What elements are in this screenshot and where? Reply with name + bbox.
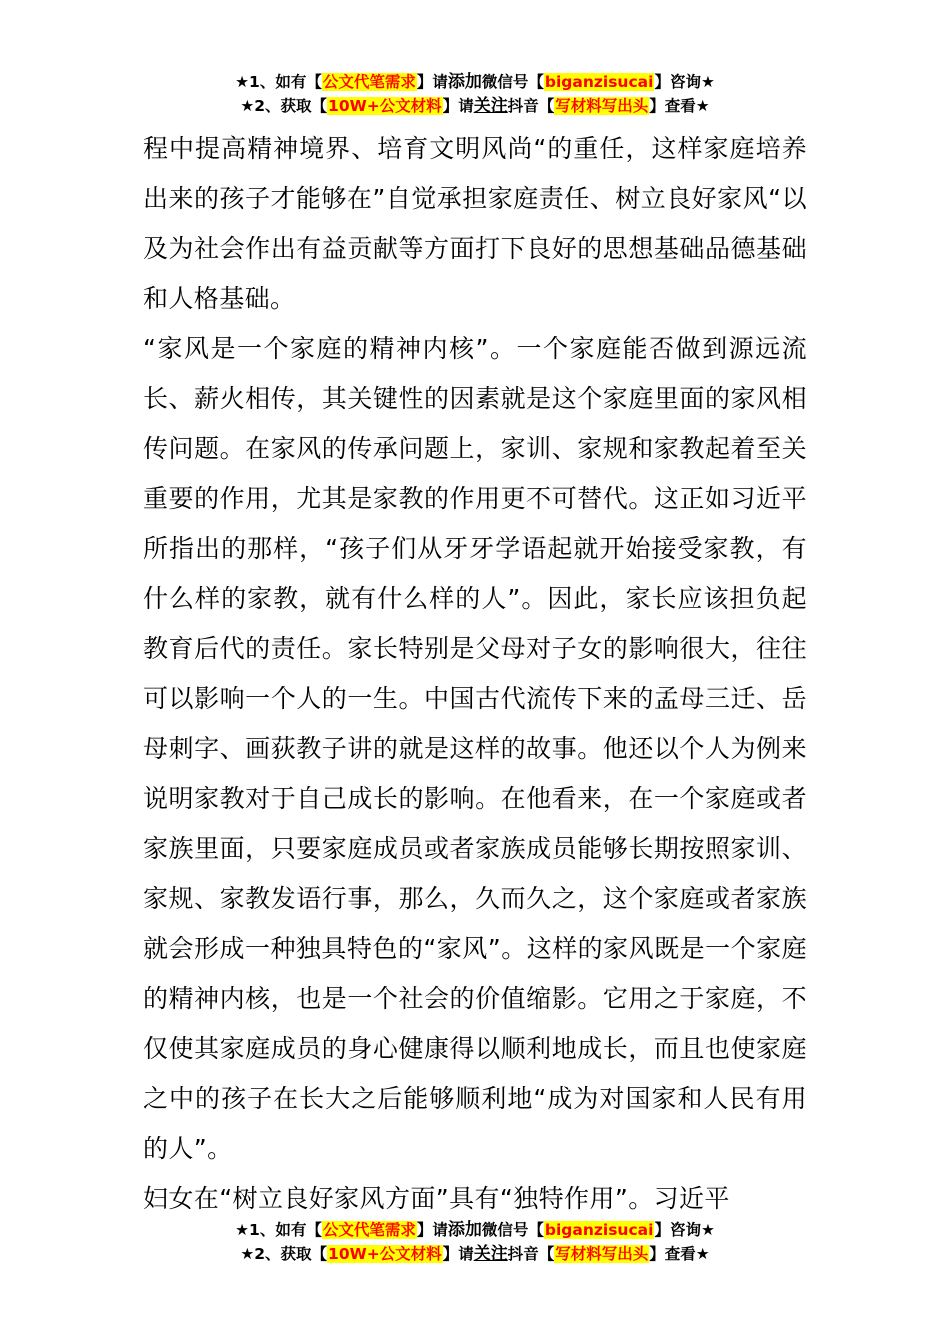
paragraph-1: 程中提高精神境界、培育文明风尚“的重任，这样家庭培养出来的孩子才能够在”自觉承担家庭责任、树立良好家风“以及为社会作出有益贡献等方面打下良好的思想基础品德基础和人格基础。: [143, 134, 807, 313]
highlight-douyin: 写材料写出头: [555, 1245, 649, 1263]
footer-banner-line-2: ★2、获取【10W+公文材料】请关注抖音【写材料写出头】查看★: [240, 1244, 710, 1264]
highlight-ghostwriting: 公文代笔需求: [322, 1221, 416, 1239]
highlight-wechat-id: biganzisucai: [544, 1221, 654, 1239]
highlight-materials: 10W+公文材料: [328, 97, 442, 115]
header-banner: [0, 70, 950, 118]
footer-banner: [0, 1218, 950, 1266]
header-banner-line-1: ★1、如有【公文代笔需求】请添加微信号【biganzisucai】咨询★: [235, 72, 715, 92]
document-body: [143, 124, 807, 1224]
paragraph-2: “家风是一个家庭的精神内核”。一个家庭能否做到源远流长、薪火相传，其关键性的因素就是这个家庭里面的家风相传问题。在家风的传承问题上，家训、家规和家教起着至关重要的作用，尤其是家教的作用更不可替代。这正如习近平所指出的那样，“孩子们从牙牙学语起就开始接受家教，有什么样的家教，就有什么样的人”。因此，家长应该担负起教育后代的责任。家长特别是父母对子女的影响很大，往往可以影响一个人的一生。中国古代流传下来的孟母三迁、岳母刺字、画荻教子讲的就是这样的故事。他还以个人为例来说明家教对于自己成长的影响。在他看来，在一个家庭或者家族里面，只要家庭成员或者家族成员能够长期按照家训、家规、家教发语行事，那么，久而久之，这个家庭或者家族就会形成一种独具特色的“家风”。这样的家风既是一个家庭的精神内核，也是一个社会的价值缩影。它用之于家庭，不仅使其家庭成员的身心健康得以顺利地成长，而且也使家庭之中的孩子在长大之后能够顺利地“成为对国家和人民有用的人”。: [143, 334, 807, 1163]
highlight-ghostwriting: 公文代笔需求: [322, 73, 416, 91]
highlight-wechat-id: biganzisucai: [544, 73, 654, 91]
footer-banner-line-1: ★1、如有【公文代笔需求】请添加微信号【biganzisucai】咨询★: [235, 1220, 715, 1240]
paragraph-3: 妇女在“树立良好家风方面”具有“独特作用”。习近平: [143, 1184, 730, 1213]
header-banner-line-2: ★2、获取【10W+公文材料】请关注抖音【写材料写出头】查看★: [240, 96, 710, 116]
highlight-materials: 10W+公文材料: [328, 1245, 442, 1263]
highlight-douyin: 写材料写出头: [555, 97, 649, 115]
